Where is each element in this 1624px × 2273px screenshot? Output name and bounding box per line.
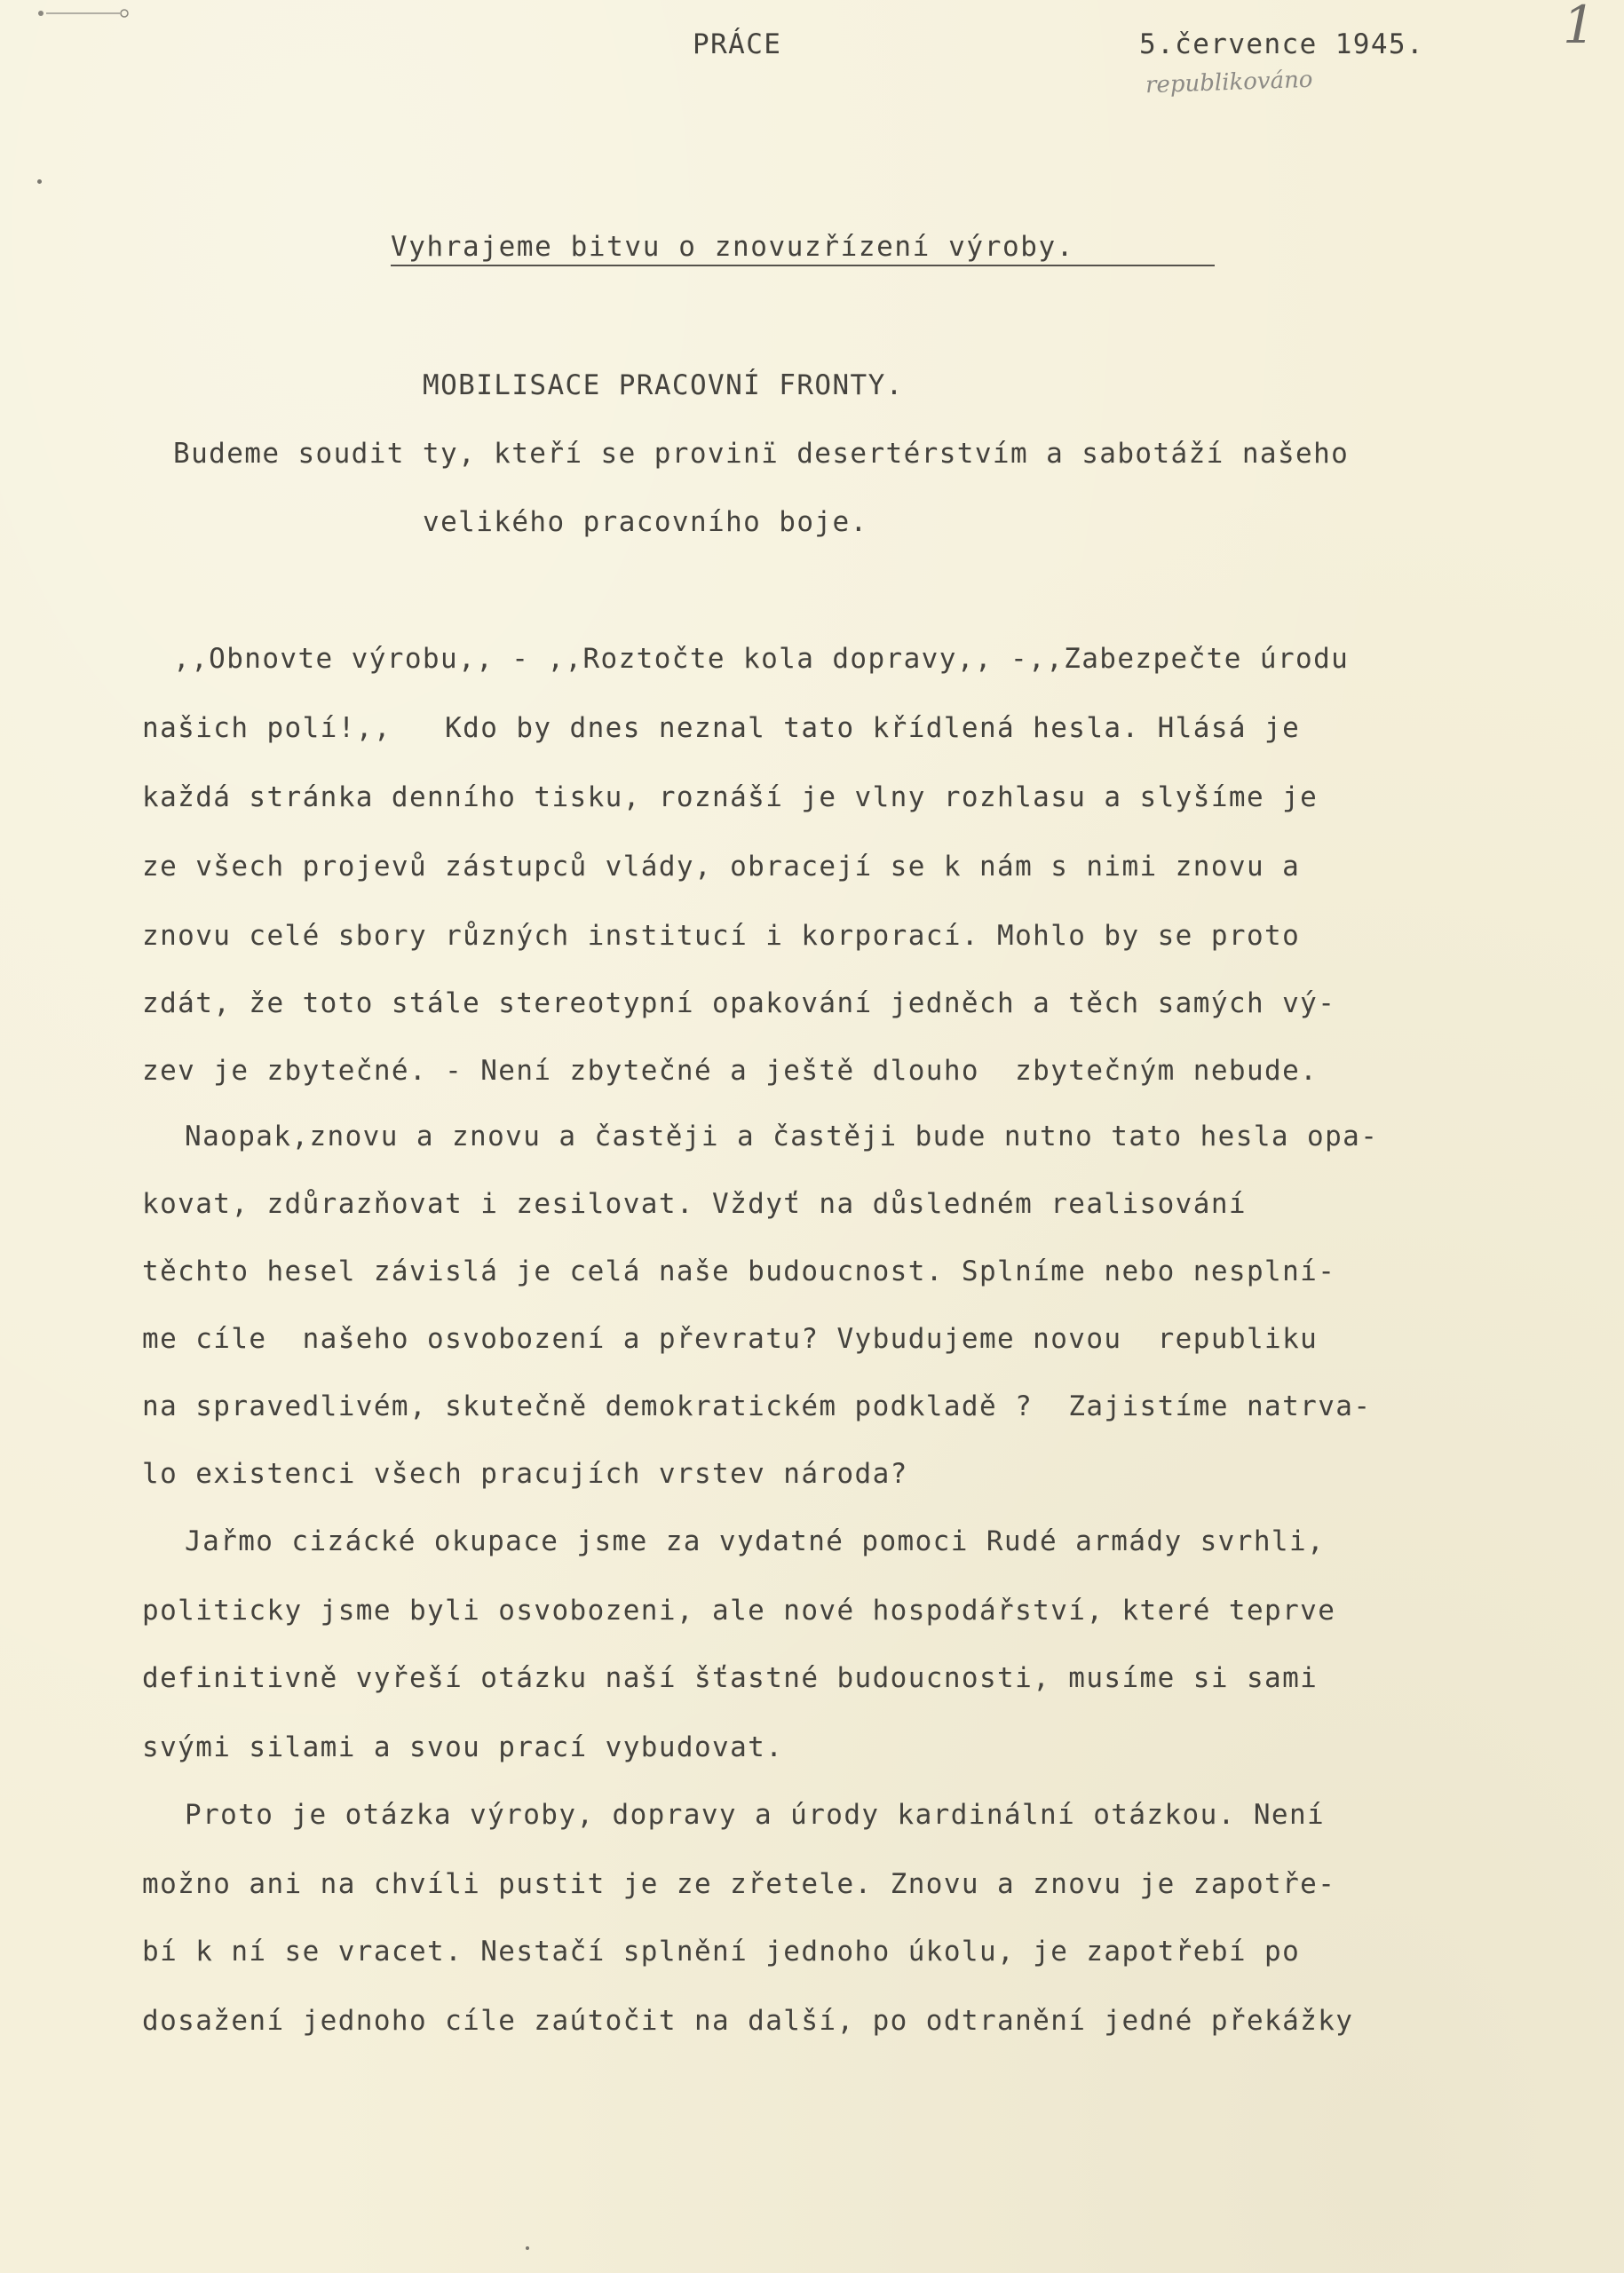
body-line: každá stránka denního tisku, roznáší je vlny rozhlasu a slyšíme je — [142, 781, 1319, 813]
body-line: těchto hesel závislá je celá naše budoucnost. Splníme nebo nesplní- — [142, 1255, 1336, 1287]
headline-underline — [391, 265, 1215, 266]
body-line: Naopak,znovu a znovu a častěji a častěji bude nutno tato hesla opa- — [185, 1121, 1379, 1152]
body-line: dosažení jednoho cíle zaútočit na další, po odtranění jedné překážky — [142, 2005, 1354, 2037]
publication-date: 5.července 1945. — [1139, 28, 1425, 60]
body-line: našich polí!,, Kdo by dnes neznal tato křídlená hesla. Hlásá je — [142, 712, 1301, 744]
deck-line-2: velikého pracovního boje. — [423, 506, 868, 538]
body-line: Jařmo cizácké okupace jsme za vydatné pomoci Rudé armády svrhli, — [185, 1525, 1326, 1557]
body-line: ,,Obnovte výrobu,, - ,,Roztočte kola dopravy,, -,,Zabezpečte úrodu — [173, 643, 1350, 675]
handwritten-note: republikováno — [1145, 66, 1313, 99]
body-line: ze všech projevů zástupců vlády, obracejí se k nám s nimi znovu a — [142, 851, 1301, 883]
ink-dot — [37, 179, 42, 184]
body-line: lo existenci všech pracujích vrstev národa? — [142, 1458, 908, 1490]
body-line: kovat, zdůrazňovat i zesilovat. Vždyť na důsledném realisování — [142, 1188, 1247, 1220]
headline: Vyhrajeme bitvu o znovuzřízení výroby. — [391, 231, 1075, 263]
body-line: me cíle našeho osvobození a převratu? Vybudujeme novou republiku — [142, 1323, 1319, 1355]
subheadline: MOBILISACE PRACOVNÍ FRONTY. — [423, 369, 904, 401]
body-line: svými silami a svou prací vybudovat. — [142, 1731, 784, 1763]
body-line: zev je zbytečné. - Není zbytečné a ještě dlouho zbytečným nebude. — [142, 1055, 1319, 1087]
body-line: Proto je otázka výroby, dopravy a úrody kardinální otázkou. Není — [185, 1799, 1326, 1831]
body-line: zdát, že toto stále stereotypní opakování jedněch a těch samých vý- — [142, 987, 1336, 1019]
newspaper-name: PRÁCE — [693, 28, 782, 60]
paperclip-mark — [36, 9, 133, 18]
ink-speck — [526, 2246, 529, 2250]
handwritten-page-number: 1 — [1563, 0, 1596, 55]
body-line: politicky jsme byli osvobozeni, ale nové hospodářství, které teprve — [142, 1595, 1336, 1627]
body-line: možno ani na chvíli pustit je ze zřetele. Znovu a znovu je zapotře- — [142, 1868, 1336, 1900]
deck-line-1: Budeme soudit ty, kteří se provinï desertérstvím a sabotáží našeho — [173, 438, 1350, 470]
body-line: znovu celé sbory různých institucí i korporací. Mohlo by se proto — [142, 920, 1301, 952]
body-line: bí k ní se vracet. Nestačí splnění jednoho úkolu, je zapotřebí po — [142, 1936, 1301, 1968]
body-line: na spravedlivém, skutečně demokratickém podkladě ? Zajistíme natrva- — [142, 1390, 1372, 1422]
body-line: definitivně vyřeší otázku naší šťastné budoucnosti, musíme si sami — [142, 1662, 1319, 1694]
